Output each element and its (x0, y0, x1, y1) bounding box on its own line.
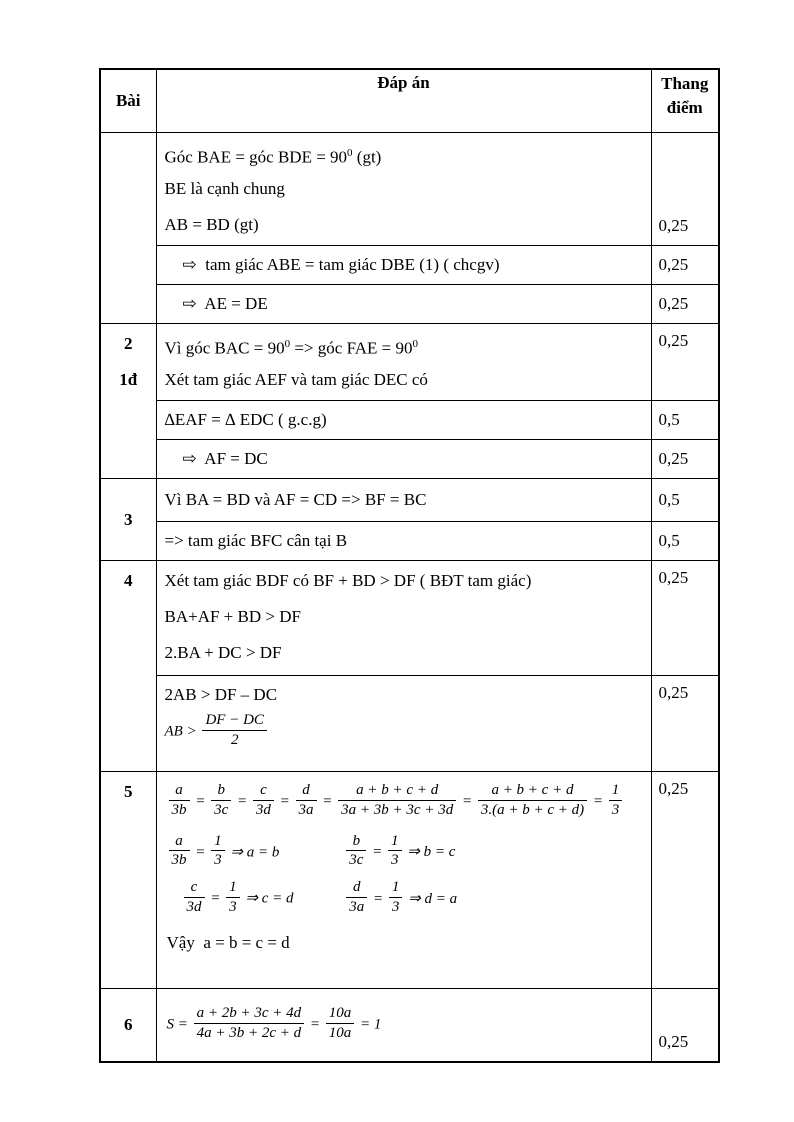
fraction: $\frac{DF - DC}{2}$ (202, 712, 266, 749)
fraction: $\frac{b}{3c}$ (346, 833, 366, 870)
table-row (100, 522, 719, 561)
bai-cell-section2 (100, 324, 156, 479)
score-cell: 0,25 (651, 772, 719, 989)
score-cell: 0,25 (651, 676, 719, 772)
answer-cell (156, 324, 651, 401)
table-row (100, 440, 719, 479)
column-header-dap-an: Đáp án (156, 69, 651, 133)
fraction: $\frac{d}{3a}$ (346, 879, 367, 916)
answer-cell (156, 676, 651, 772)
bai-number: 2 (124, 334, 133, 353)
table-row (100, 133, 719, 246)
fraction: $\frac{a + 2b + 3c + 4d}{4a + 3b + 2c + d}$ (194, 1005, 305, 1042)
answer-cell (156, 440, 651, 479)
fraction: $\frac{d}{3a}$ (296, 782, 317, 819)
score-cell: 0,25 (651, 324, 719, 401)
answer-line: BE là cạnh chung (164, 179, 285, 198)
answer-line: ⇨ AF = DC (182, 449, 268, 468)
grading-table (99, 68, 720, 1063)
fraction: $\frac{a + b + c + d}{3a + 3b + 3c + 3d}$ (338, 782, 456, 819)
formula-fragment: $\frac{a}{3b}$ = $\frac{1}{3}$ ⇒ a = b (167, 835, 341, 872)
score-cell: 0,25 (651, 561, 719, 676)
table-row (100, 989, 719, 1063)
table-row (100, 772, 719, 989)
answer-cell (156, 285, 651, 324)
answer-cell (156, 772, 651, 989)
formula-line (167, 832, 643, 872)
answer-line: => tam giác BFC cân tại B (164, 531, 348, 550)
fraction: $\frac{b}{3c}$ (211, 782, 231, 819)
bai-cell-section3: 3 (100, 479, 156, 561)
score-cell: 0,25 (651, 246, 719, 285)
table-row (100, 285, 719, 324)
bai-cell-section4 (100, 561, 156, 772)
answer-cell (156, 561, 651, 676)
score-cell: 0,25 (651, 440, 719, 479)
fraction: $\frac{a}{3b}$ (169, 833, 190, 870)
formula-fragment: $\frac{c}{3d}$ = $\frac{1}{3}$ ⇒ c = d (167, 881, 341, 918)
answer-line: Góc BAE = góc BDE = $90^0$ (gt) (164, 147, 382, 167)
score-cell: 0,5 (651, 401, 719, 440)
answer-line: Vậy a = b = c = d (166, 932, 290, 952)
fraction: $\frac{1}{3}$ (609, 782, 623, 819)
score-cell: 0,25 (651, 285, 719, 324)
score-cell: 0,25 (651, 989, 719, 1063)
fraction: $\frac{10a}{10a}$ (326, 1005, 355, 1042)
score-cell: 0,5 (651, 522, 719, 561)
formula-fragment: $\frac{d}{3a}$ = $\frac{1}{3}$ ⇒ d = a (344, 891, 457, 907)
table-row (100, 401, 719, 440)
answer-cell (156, 246, 651, 285)
answer-line: ∆EAF = ∆ EDC ( g.c.g) (164, 410, 327, 429)
bai-cell-section5 (100, 772, 156, 989)
bai-points: 1đ (119, 370, 138, 389)
superscript: 0 (347, 147, 353, 159)
answer-line: ⇨ AE = DE (182, 294, 268, 313)
table-header-row (100, 69, 719, 133)
answer-cell (156, 522, 651, 561)
column-header-thang-diem: Thang điểm (651, 69, 719, 133)
answer-cell (156, 479, 651, 522)
bai-number: 4 (124, 571, 133, 590)
fraction: $\frac{1}{3}$ (388, 833, 402, 870)
fraction: $\frac{a}{3b}$ (169, 782, 190, 819)
answer-line: BA+AF + BD > DF (164, 607, 301, 626)
superscript: 0 (412, 338, 419, 350)
answer-line: Vì BA = BD và AF = CD => BF = BC (164, 490, 427, 509)
bai-number: 5 (124, 782, 133, 801)
answer-line: ⇨ tam giác ABE = tam giác DBE (1) ( chcgv) (182, 255, 500, 274)
fraction: $\frac{1}{3}$ (226, 879, 240, 916)
fraction: $\frac{a + b + c + d}{3.(a + b + c + d)}$ (478, 782, 587, 819)
score-cell: 0,25 (651, 133, 719, 246)
fraction: $\frac{1}{3}$ (211, 833, 225, 870)
answer-line: Vì góc BAC = $90^0$ => góc FAE = $90^0$ (164, 338, 419, 358)
fraction: $\frac{1}{3}$ (389, 879, 403, 916)
superscript: 0 (284, 338, 291, 350)
formula-line: S = $\frac{a + 2b + 3c + 4d}{4a + 3b + 2c + d}$ = $\frac{10a}{10a}$ = 1 (166, 1004, 382, 1041)
answer-line: 2AB > DF – DC (164, 685, 278, 704)
formula-fragment: $\frac{b}{3c}$ = $\frac{1}{3}$ ⇒ b = c (344, 844, 455, 860)
answer-line: AB = BD (gt) (164, 215, 259, 234)
column-header-bai: Bài (100, 69, 156, 133)
answer-cell (156, 133, 651, 246)
formula-line: AB > $\frac{DF - DC}{2}$ (165, 714, 643, 751)
table-row (100, 676, 719, 772)
bai-cell-section6: 6 (100, 989, 156, 1063)
answer-line: Xét tam giác BDF có BF + BD > DF ( BĐT tam giác) (164, 571, 532, 590)
fraction: $\frac{c}{3d}$ (253, 782, 274, 819)
fraction: $\frac{c}{3d}$ (184, 879, 205, 916)
bai-cell-section1 (100, 133, 156, 324)
table-row (100, 324, 719, 401)
table-row (100, 561, 719, 676)
score-cell: 0,5 (651, 479, 719, 522)
answer-line: Xét tam giác AEF và tam giác DEC có (164, 370, 428, 389)
answer-cell (156, 989, 651, 1063)
table-row (100, 246, 719, 285)
formula-line: $\frac{a}{3b}$ = $\frac{b}{3c}$ = $\frac{c}{3d}$ = $\frac{d}{3a}$ = $\frac{a + b + c + d}{3a + 3b + 3c + 3d}$ = $\frac{a + b + c + d}{3.(a + b + c + d)}$ = $\frac{1}{3}$ (167, 784, 643, 821)
answer-line: 2.BA + DC > DF (164, 643, 282, 662)
answer-cell (156, 401, 651, 440)
table-row (100, 479, 719, 522)
formula-line (167, 881, 643, 918)
